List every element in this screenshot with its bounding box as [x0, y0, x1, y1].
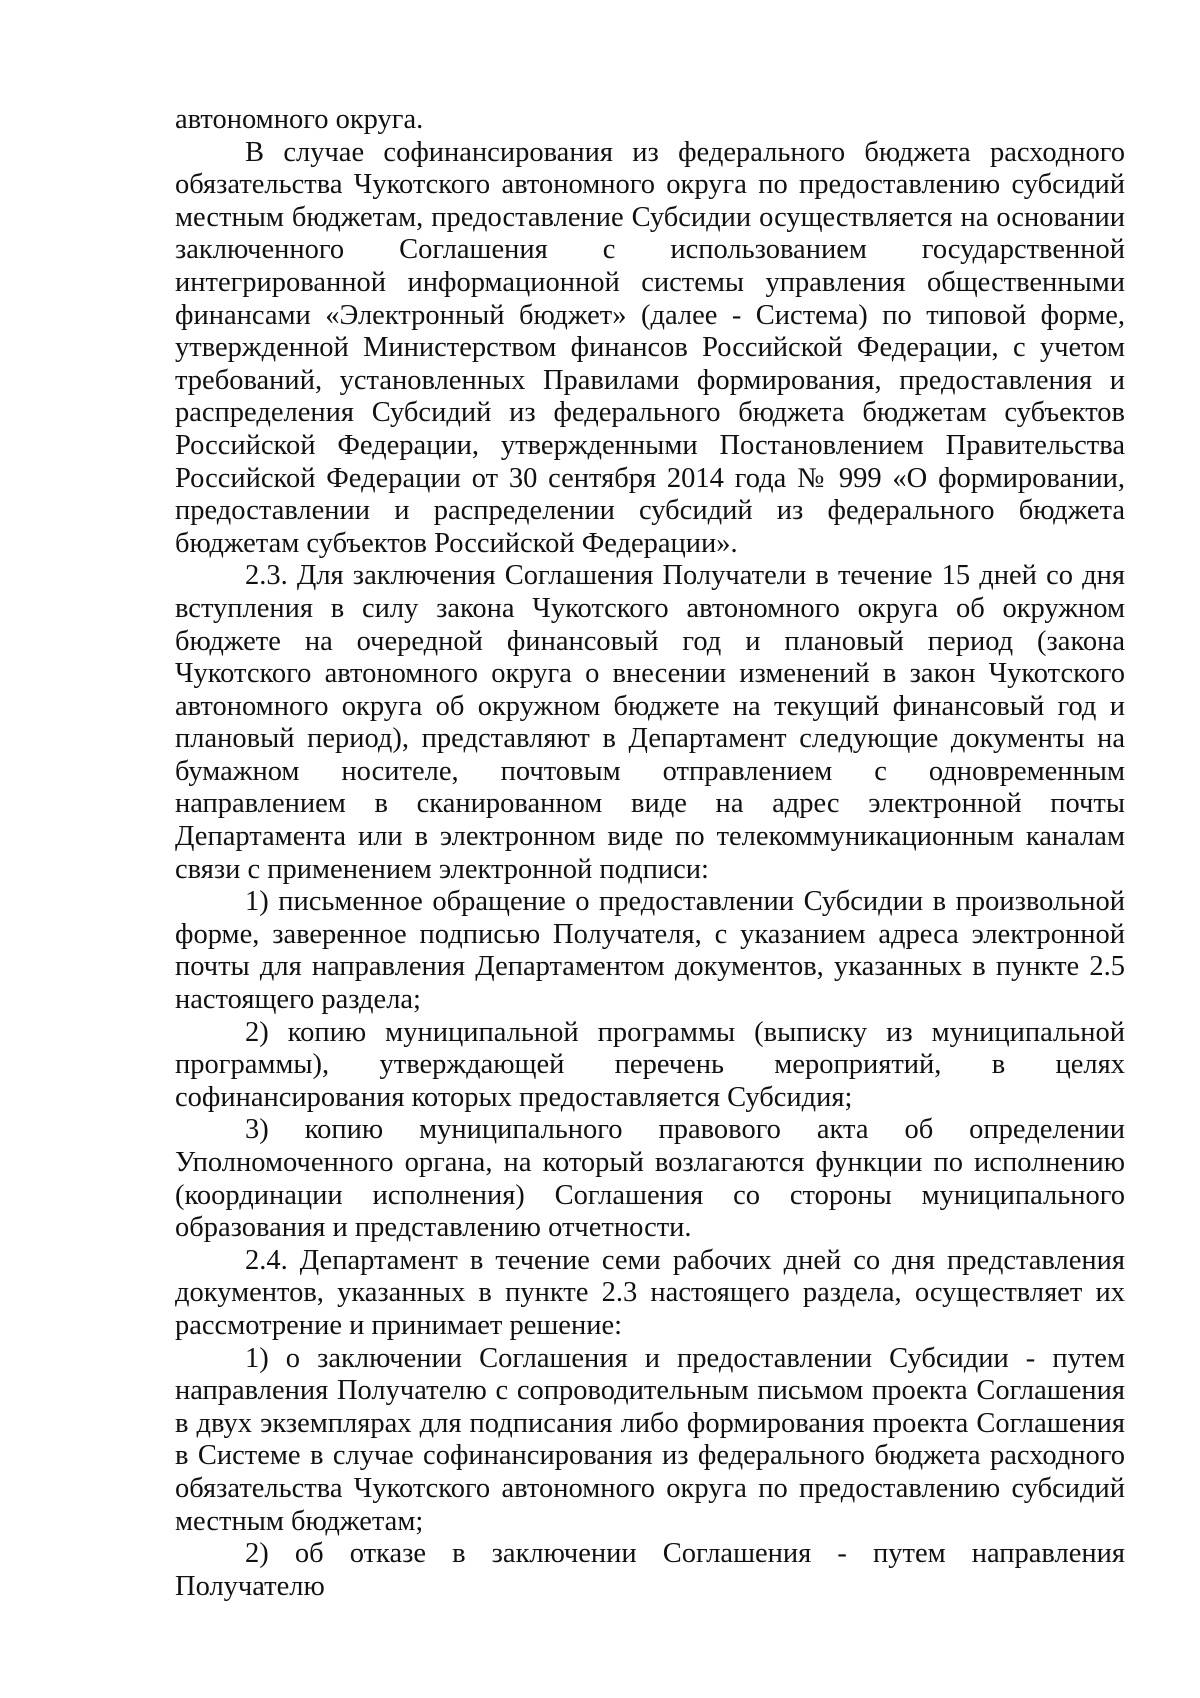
paragraph-continuation: автономного округа.	[175, 104, 424, 135]
document-page	[175, 104, 1125, 1603]
list-item-2: 2) копию муниципальной программы (выписку из муниципальной программы), утверждающей перечень мероприятий, в целях софинансирования которых предоставляется Субсидия;	[175, 1016, 1125, 1113]
paragraph-2-3: 2.3. Для заключения Соглашения Получатели в течение 15 дней со дня вступления в силу закона Чукотского автономного округа об окружном бюджете на очередной финансовый год и плановый период (закона Чукотского автономного округа о внесении изменений в закон Чукотского автономного округа об окружном бюджете на текущий финансовый год и плановый период), представляют в Департамент следующие документы на бумажном носителе, почтовым отправлением с одновременным направлением в сканированном виде на адрес электронной почты Департамента или в электронном виде по телекоммуникационным каналам связи с применением электронной подписи:	[175, 560, 1125, 885]
list-item-3: 3) копию муниципального правового акта об определении Уполномоченного органа, на который возлагаются функции по исполнению (координации исполнения) Соглашения со стороны муниципального образования и представлению отчетности.	[175, 1114, 1125, 1244]
paragraph-2-4: 2.4. Департамент в течение семи рабочих дней со дня представления документов, указанных в пункте 2.3 настоящего раздела, осуществляет их рассмотрение и принимает решение:	[175, 1244, 1125, 1341]
paragraph-cofinancing: В случае софинансирования из федерального бюджета расходного обязательства Чукотского автономного округа по предоставлению субсидий местным бюджетам, предоставление Субсидии осуществляется на основании заключенного Соглашения с использованием государственной интегрированной информационной системы управления общественными финансами «Электронный бюджет» (далее - Система) по типовой форме, утвержденной Министерством финансов Российской Федерации, с учетом требований, установленных Правилами формирования, предоставления и распределения Субсидий из федерального бюджета бюджетам субъектов Российской Федерации, утвержденными Постановлением Правительства Российской Федерации от 30 сентября 2014 года № 999 «О формировании, предоставлении и распределении субсидий из федерального бюджета бюджетам субъектов Российской Федерации».	[175, 136, 1125, 559]
decision-item-2: 2) об отказе в заключении Соглашения - путем направления Получателю	[175, 1538, 1125, 1602]
list-item-1: 1) письменное обращение о предоставлении Субсидии в произвольной форме, заверенное подписью Получателя, с указанием адреса электронной почты для направления Департаментом документов, указанных в пункте 2.5 настоящего раздела;	[175, 886, 1125, 1016]
decision-item-1: 1) о заключении Соглашения и предоставлении Субсидии - путем направления Получателю с сопроводительным письмом проекта Соглашения в двух экземплярах для подписания либо формирования проекта Соглашения в Системе в случае софинансирования из федерального бюджета расходного обязательства Чукотского автономного округа по предоставлению субсидий местным бюджетам;	[175, 1342, 1125, 1537]
